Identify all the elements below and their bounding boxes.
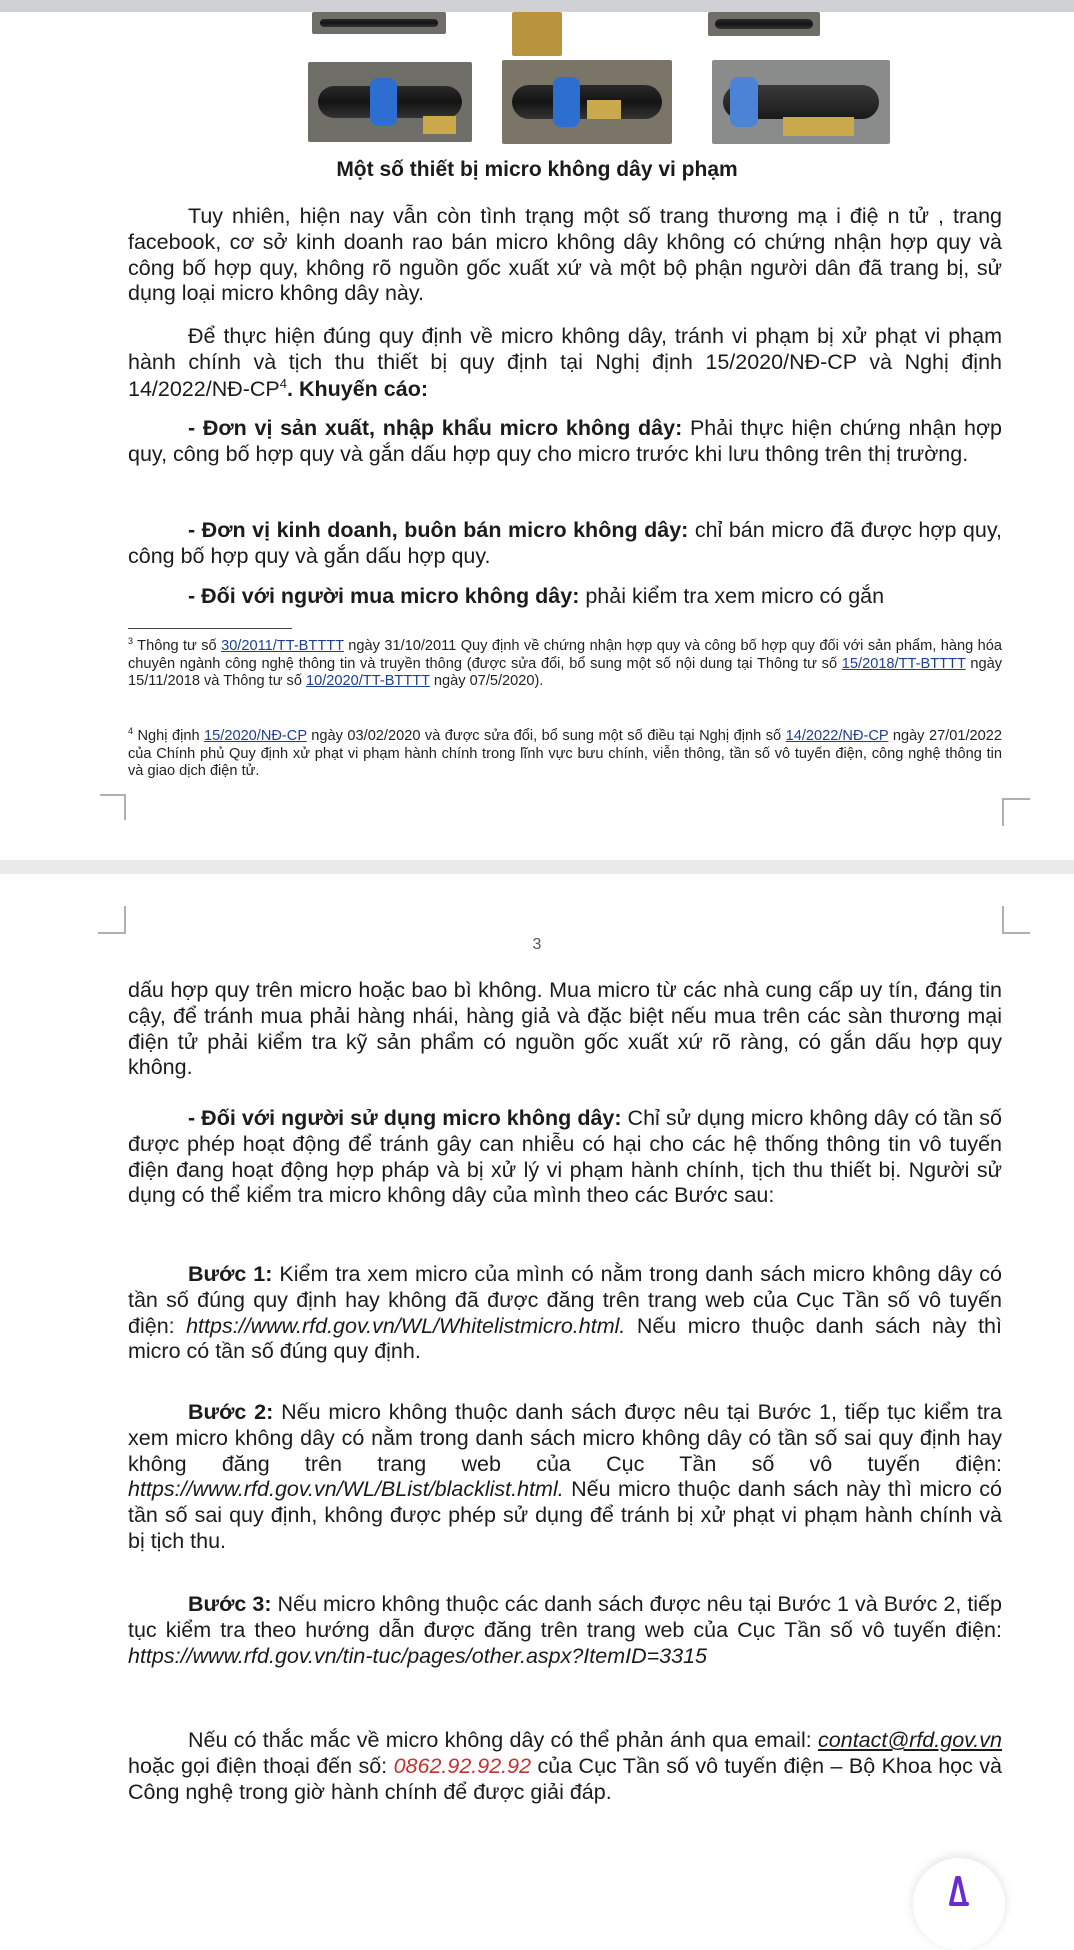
page-corner-bottom-right [1002, 798, 1030, 826]
viewer-top-bar [0, 0, 1074, 12]
microphone-photo-top-middle [512, 12, 562, 56]
link-guide[interactable]: https://www.rfd.gov.vn/tin-tuc/pages/other.aspx?ItemID=3315 [128, 1643, 708, 1668]
paragraph-recommendation-intro: Để thực hiện đúng quy định về micro không dây, tránh vi phạm bị xử phạt vi phạm hành chính và tịch thu thiết bị quy định tại Nghị định 15/2020/NĐ-CP và Nghị định $14/2022/NĐ-CP^4$. Khuyến cáo: [128, 324, 1002, 401]
paragraph-users: - Đối với người sử dụng micro không dây: Chỉ sử dụng micro không dây có tần số được phép hoạt động để tránh gây can nhiễu có hại cho các hệ thống thông tin vô tuyến điện đang hoạt động hợp pháp và bị xử lý vi phạm hành chính, tịch thu thiết bị. Người sử dụng có thể kiểm tra micro không dây của mình theo các Bước sau: [128, 1106, 1002, 1208]
paragraph-sellers: - Đơn vị kinh doanh, buôn bán micro không dây: chỉ bán micro đã được hợp quy, công bố hợp quy và gắn dấu hợp quy. [128, 518, 1002, 568]
floating-action-button[interactable] [913, 1858, 1005, 1950]
footnote-separator [128, 628, 292, 629]
page-gap [0, 860, 1074, 874]
paragraph-step-2: Bước 2: Nếu micro không thuộc danh sách được nêu tại Bước 1, tiếp tục kiểm tra xem micro không dây có nằm trong danh sách micro không dây có tần số sai quy định hay không đăng trên trang web của Cục Tần số vô tuyến điện: https://www.rfd.gov.vn/WL/BList/blacklist.html. Nếu micro thuộc danh sách này thì micro có tần số sai quy định, không được phép sử dụng để tránh bị xử phạt vi phạm hành chính và bị tịch thu. [128, 1400, 1002, 1553]
link-tt-15-2018[interactable]: 15/2018/TT-BTTTT [841, 655, 966, 672]
footnote-4: $^4$ Nghị định 15/2020/NĐ-CP ngày 03/02/2020 và được sửa đổi, bổ sung một số điều tại Nghị định số 14/2022/NĐ-CP ngày 27/01/2022 của Chính phủ Quy định xử phạt vi phạm hành chính trong lĩnh vực bưu chính, viễn thông, tần số vô tuyến điện, công nghệ thông tin và giao dịch điện tử. [128, 726, 1002, 780]
paragraph-situation: Tuy nhiên, hiện nay vẫn còn tình trạng một số trang thương mạ i điệ n tử , trang facebook, cơ sở kinh doanh rao bán micro không dây không có chứng nhận hợp quy và công bố hợp quy, không rõ nguồn gốc xuất xứ và một bộ phận người dân đã trang bị, sử dụng loại micro không dây này. [128, 204, 1002, 306]
app-logo-icon [939, 1874, 979, 1914]
link-blacklist[interactable]: https://www.rfd.gov.vn/WL/BList/blacklist.html. [128, 1477, 564, 1502]
link-nd-15-2020[interactable]: 15/2020/NĐ-CP [204, 727, 307, 744]
link-tt-10-2020[interactable]: 10/2020/TT-BTTTT [306, 673, 430, 690]
paragraph-step-1: Bước 1: Kiểm tra xem micro của mình có nằm trong danh sách micro không dây có tần số đúng quy định hay không đã được đăng trên trang web của Cục Tần số vô tuyến điện: https://www.rfd.gov.vn/WL/Whitelistmicro.html. Nếu micro thuộc danh sách này thì micro có tần số đúng quy định. [128, 1262, 1002, 1364]
page-corner-top-left [98, 906, 126, 934]
paragraph-producers: - Đơn vị sản xuất, nhập khẩu micro không dây: Phải thực hiện chứng nhận hợp quy, công bố hợp quy và gắn dấu hợp quy cho micro trước khi lưu thông trên thị trường. [128, 416, 1002, 466]
image-caption: Một số thiết bị micro không dây vi phạm [336, 158, 738, 181]
microphone-photo-top-right [708, 12, 820, 36]
microphone-photo-top-left [312, 12, 446, 34]
link-whitelist[interactable]: https://www.rfd.gov.vn/WL/Whitelistmicro.html. [186, 1313, 626, 1338]
microphone-photo-3 [712, 60, 890, 144]
microphone-photo-2 [502, 60, 672, 144]
paragraph-contact: Nếu có thắc mắc về micro không dây có thể phản ánh qua email: contact@rfd.gov.vn hoặc gọi điện thoại đến số: 0862.92.92.92 của Cục Tần số vô tuyến điện – Bộ Khoa học và Công nghệ trong giờ hành chính để được giải đáp. [128, 1728, 1002, 1804]
paragraph-buyers: - Đối với người mua micro không dây: phải kiểm tra xem micro có gắn [188, 584, 885, 608]
page-number: 3 [532, 936, 542, 953]
link-tt-30-2011[interactable]: 30/2011/TT-BTTTT [221, 637, 344, 654]
link-nd-14-2022[interactable]: 14/2022/NĐ-CP [785, 727, 889, 744]
phone-link[interactable]: 0862.92.92.92 [393, 1753, 532, 1778]
email-link[interactable]: contact@rfd.gov.vn [818, 1728, 1002, 1752]
paragraph-step-3: Bước 3: Nếu micro không thuộc các danh sách được nêu tại Bước 1 và Bước 2, tiếp tục kiểm tra theo hướng dẫn được đăng trên trang web của Cục Tần số vô tuyến điện: https://www.rfd.gov.vn/tin-tuc/pages/other.aspx?ItemID=3315 [128, 1592, 1002, 1668]
footnote-3: $^3$ Thông tư số 30/2011/TT-BTTTT ngày 31/10/2011 Quy định về chứng nhận hợp quy và công bố hợp quy đối với sản phẩm, hàng hóa chuyên ngành công nghệ thông tin và truyền thông (được sửa đổi, bổ sung một số nội dung tại Thông tư số 15/2018/TT-BTTTT ngày 15/11/2018 và Thông tư số 10/2020/TT-BTTTT ngày 07/5/2020). [128, 636, 1003, 690]
page-corner-top-right [1002, 906, 1030, 934]
paragraph-buyers-continued: dấu hợp quy trên micro hoặc bao bì không. Mua micro từ các nhà cung cấp uy tín, đáng tin cậy, để tránh mua phải hàng nhái, hàng giả và đặc biệt nếu mua trên các sàn thương mại điện tử phải kiểm tra kỹ sản phẩm có nguồn gốc xuất xứ rõ ràng, có gắn dấu hợp quy không. [128, 978, 1002, 1080]
page-corner-bottom-left [100, 794, 126, 820]
microphone-photo-1 [308, 62, 472, 142]
